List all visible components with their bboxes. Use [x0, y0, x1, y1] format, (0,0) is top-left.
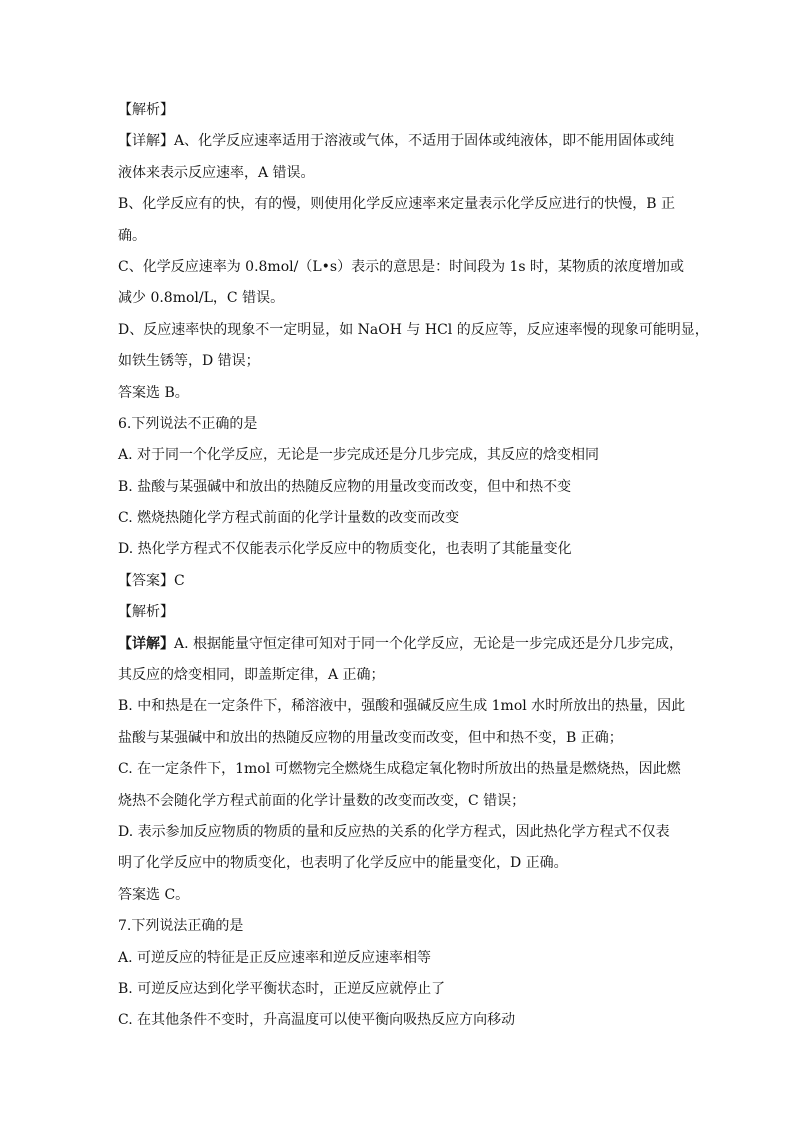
line-text: 确。 — [118, 227, 146, 244]
line-text: 明了化学反应中的物质变化，也表明了化学反应中的能量变化，D 正确。 — [118, 855, 568, 872]
text-line — [118, 320, 709, 351]
line-text: A. 对于同一个化学反应，无论是一步完成还是分几步完成，其反应的焓变相同 — [118, 447, 600, 464]
text-line — [118, 759, 688, 790]
line-text: 7.下列说法正确的是 — [118, 918, 244, 935]
text-line — [118, 665, 688, 696]
line-text: C. 在其他条件不变时，升高温度可以使平衡向吸热反应方向移动 — [118, 1012, 516, 1029]
text-line — [118, 226, 688, 257]
text-line — [118, 791, 688, 822]
text-line — [118, 979, 688, 1010]
line-text: B. 盐酸与某强碱中和放出的热随反应物的用量改变而改变，但中和热不变 — [118, 478, 572, 495]
line-text: 烧热不会随化学方程式前面的化学计量数的改变而改变，C 错误； — [118, 792, 526, 809]
line-text: B、化学反应有的快，有的慢，则使用化学反应速率来定量表示化学反应进行的快慢，B 正 — [118, 196, 676, 213]
line-text: B. 可逆反应达到化学平衡状态时，正逆反应就停止了 — [118, 980, 446, 997]
line-text: 【解析】 — [118, 604, 174, 621]
text-line — [118, 100, 688, 131]
text-line — [118, 948, 688, 979]
text-line — [118, 539, 688, 570]
text-line — [118, 634, 688, 665]
line-text: C — [174, 572, 185, 589]
text-line — [118, 696, 688, 727]
line-text: 其反应的焓变相同，即盖斯定律，A 正确； — [118, 667, 385, 684]
text-line — [118, 351, 688, 382]
text-line — [118, 288, 688, 319]
text-line — [118, 822, 688, 853]
text-line — [118, 916, 688, 947]
line-text: 液体来表示反应速率，A 错误。 — [118, 164, 315, 181]
text-line — [118, 194, 688, 225]
text-line — [118, 477, 688, 508]
line-text: 答案选 C。 — [118, 886, 190, 903]
document-page — [118, 100, 709, 1042]
line-text: D. 表示参加反应物质的物质的量和反应热的关系的化学方程式，因此热化学方程式不仅表 — [118, 823, 670, 840]
line-text: A、化学反应速率适用于溶液或气体，不适用于固体或纯液体，即不能用固体或纯 — [174, 133, 675, 150]
text-line — [118, 163, 688, 194]
line-text: C、化学反应速率为 0.8mol/（L•s）表示的意思是：时间段为 1s 时，某物质的浓度增加或 — [118, 258, 685, 275]
line-text: B. 中和热是在一定条件下，稀溶液中，强酸和强碱反应生成 1mol 水时所放出的热量，因此 — [118, 698, 686, 715]
text-line — [118, 508, 688, 539]
text-line — [118, 602, 688, 633]
text-line — [118, 728, 688, 759]
text-line — [118, 131, 688, 162]
text-line — [118, 414, 688, 445]
line-text: D. 热化学方程式不仅能表示化学反应中的物质变化，也表明了其能量变化 — [118, 541, 572, 558]
text-line — [118, 571, 688, 602]
text-line — [118, 1010, 688, 1041]
text-line — [118, 383, 688, 414]
line-text: C. 在一定条件下，1mol 可燃物完全燃烧生成稳定氧化物时所放出的热量是燃烧热，因此燃 — [118, 761, 681, 778]
line-text: C. 燃烧热随化学方程式前面的化学计量数的改变而改变 — [118, 510, 460, 527]
line-text: 6.下列说法不正确的是 — [118, 415, 258, 432]
line-text: 盐酸与某强碱中和放出的热随反应物的用量改变而改变，但中和热不变，B 正确； — [118, 729, 623, 746]
line-label: 【详解】 — [118, 635, 174, 652]
line-text: 【解析】 — [118, 102, 174, 118]
line-text: D、反应速率快的现象不一定明显，如 NaOH 与 HCl 的反应等，反应速率慢的现象可能明显， — [118, 321, 709, 338]
line-text: 减少 0.8mol/L，C 错误。 — [118, 290, 285, 307]
line-text: A. 可逆反应的特征是正反应速率和逆反应速率相等 — [118, 949, 432, 966]
line-text: 答案选 B。 — [118, 384, 189, 401]
line-text: 如铁生锈等，D 错误； — [118, 353, 260, 370]
text-line — [118, 257, 688, 288]
text-line — [118, 853, 688, 884]
line-text: A. 根据能量守恒定律可知对于同一个化学反应，无论是一步完成还是分几步完成， — [174, 635, 684, 652]
line-label: 【答案】 — [118, 572, 174, 589]
text-line — [118, 885, 688, 916]
line-label: 【详解】 — [118, 133, 174, 150]
text-line — [118, 445, 688, 476]
